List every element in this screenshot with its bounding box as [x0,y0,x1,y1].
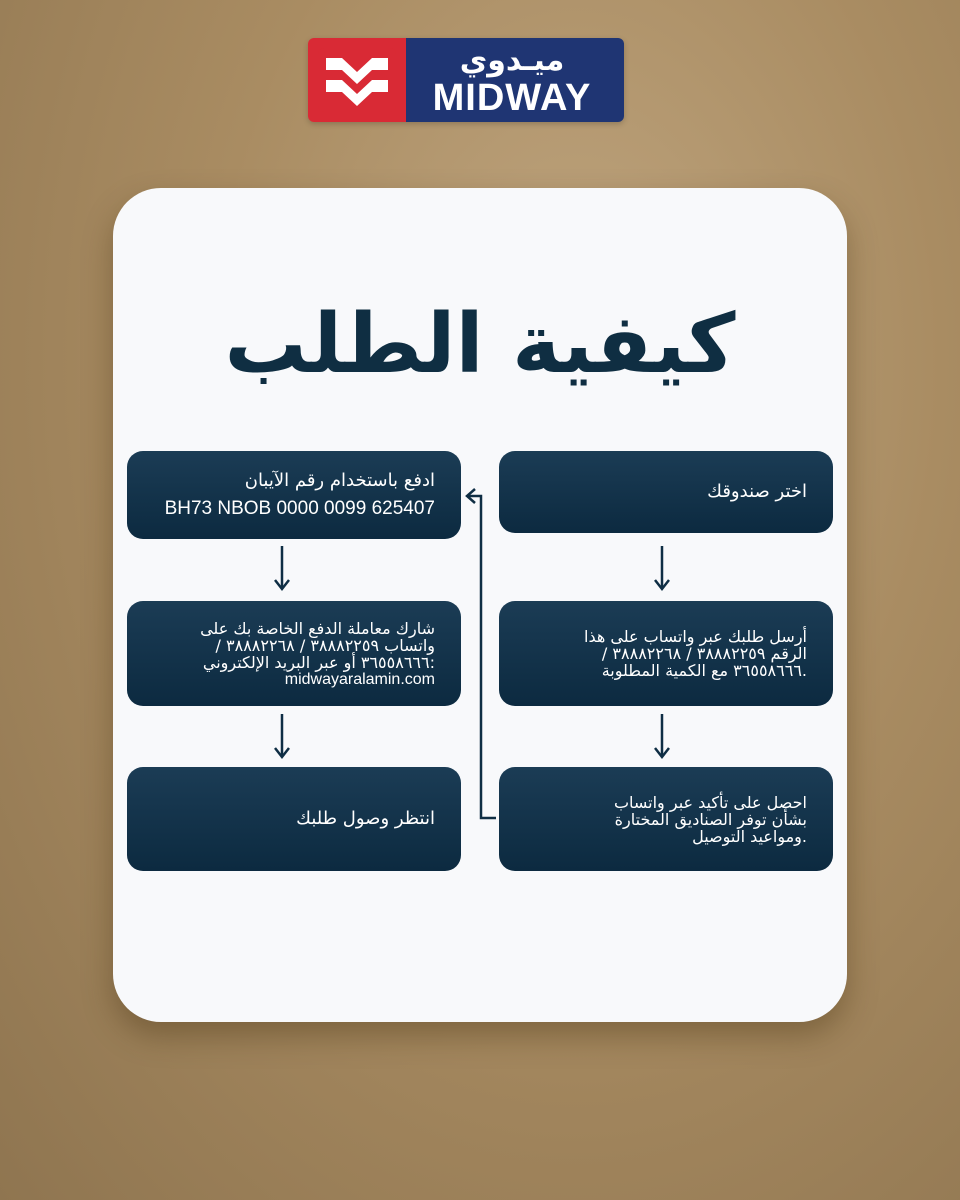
step-text: شارك معاملة الدفع الخاصة بك على [200,618,435,638]
step-send-order [499,601,833,706]
iban-number: BH73 NBOB 0000 0099 625407 [164,498,435,519]
step-choose-box [499,451,833,533]
step-text: .ومواعيد التوصيل [692,826,807,846]
step-text: .٣٦٥٥٨٦٦٦ مع الكمية المطلوبة [601,661,807,680]
step-text: اختر صندوقك [707,481,807,502]
step-text: احصل على تأكيد عبر واتساب [613,792,807,812]
step-text: انتظر وصول طلبك [296,808,435,829]
email-text: midwayaralamin.com [284,670,435,688]
step-pay-iban [127,451,461,539]
step-text: ادفع باستخدام رقم الآيبان [244,470,435,491]
midway-logo-mark-icon [308,38,406,122]
arrow-down-icon [272,714,292,760]
step-wait-delivery [127,767,461,871]
arrow-down-icon [272,546,292,592]
step-get-confirmation [499,767,833,871]
page-title: كيفية الطلب [224,297,736,392]
logo-english-text: MIDWAY [432,77,592,119]
connector-arrow-icon [464,484,498,824]
step-text: بشأن توفر الصناديق المختارة [614,809,807,829]
arrow-down-icon [652,546,672,592]
midway-logo [308,38,624,122]
step-share-payment [127,601,461,706]
logo-arabic-text: ميـدوي [459,43,565,78]
step-text: الرقم ٣٨٨٨٢٢٥٩ / ٣٨٨٨٢٢٦٨ / [601,644,807,663]
step-text: أرسل طلبك عبر واتساب على هذا [584,627,807,646]
arrow-down-icon [652,714,672,760]
step-text: واتساب ٣٨٨٨٢٢٥٩ / ٣٨٨٨٢٢٦٨ / [215,635,435,655]
step-text: :٣٦٥٥٨٦٦٦ أو عبر البريد الإلكتروني [202,652,435,672]
